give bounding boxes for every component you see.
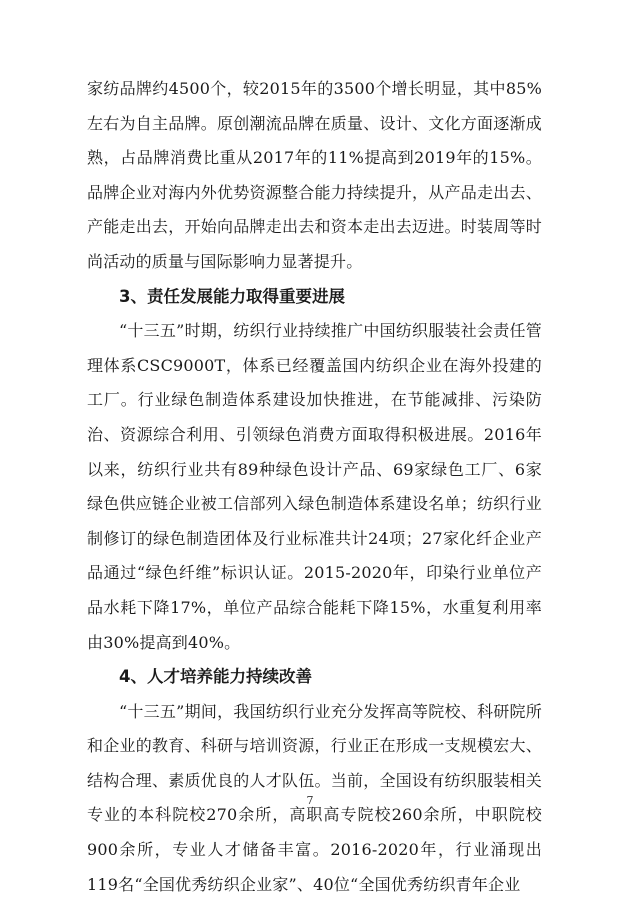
paragraph-brands: 家纺品牌约4500个，较2015年的3500个增长明显，其中85%左右为自主品牌。原创潮流品牌在质量、设计、文化方面逐渐成熟，占品牌消费比重从2017年的11%提高到2019年的15%。品牌企业对海内外优势资源整合能力持续提升，从产品走出去、产能走出去，开始向品牌走出去和资本走出去迈进。时装周等时尚活动的质量与国际影响力显著提升。 xyxy=(87,79,542,271)
section-heading-talent: 4、人才培养能力持续改善 xyxy=(119,667,312,687)
paragraph-responsibility: “十三五”时期，纺织行业持续推广中国纺织服装社会责任管理体系CSC9000T，体系已经覆盖国内纺织企业在海外投建的工厂。行业绿色制造体系建设加快推进，在节能减排、污染防治、资源综合利用、引领绿色消费方面取得积极进展。2016年以来，纺织行业共有89种绿色设计产品、69家绿色工厂、6家绿色供应链企业被工信部列入绿色制造体系建设名单；纺织行业制修订的绿色制造团体及行业标准共计24项；27家化纤企业产品通过“绿色纤维”标识认证。2015-2020年，印染行业单位产品水耗下降17%，单位产品综合能耗下降15%，水重复利用率由30%提高到40%。 xyxy=(87,321,542,652)
page-number: 7 xyxy=(306,794,314,807)
page-body xyxy=(87,72,542,902)
section-heading-responsibility: 3、责任发展能力取得重要进展 xyxy=(119,286,345,306)
paragraph-talent: “十三五”期间，我国纺织行业充分发挥高等院校、科研院所和企业的教育、科研与培训资源，行业正在形成一支规模宏大、结构合理、素质优良的人才队伍。当前，全国设有纺织服装相关专业的本科院校270余所，高职高专院校260余所，中职院校900余所，专业人才储备丰富。2016-2020年，行业涌现出119名“全国优秀纺织企业家”、40位“全国优秀纺织青年企业 xyxy=(87,701,542,894)
